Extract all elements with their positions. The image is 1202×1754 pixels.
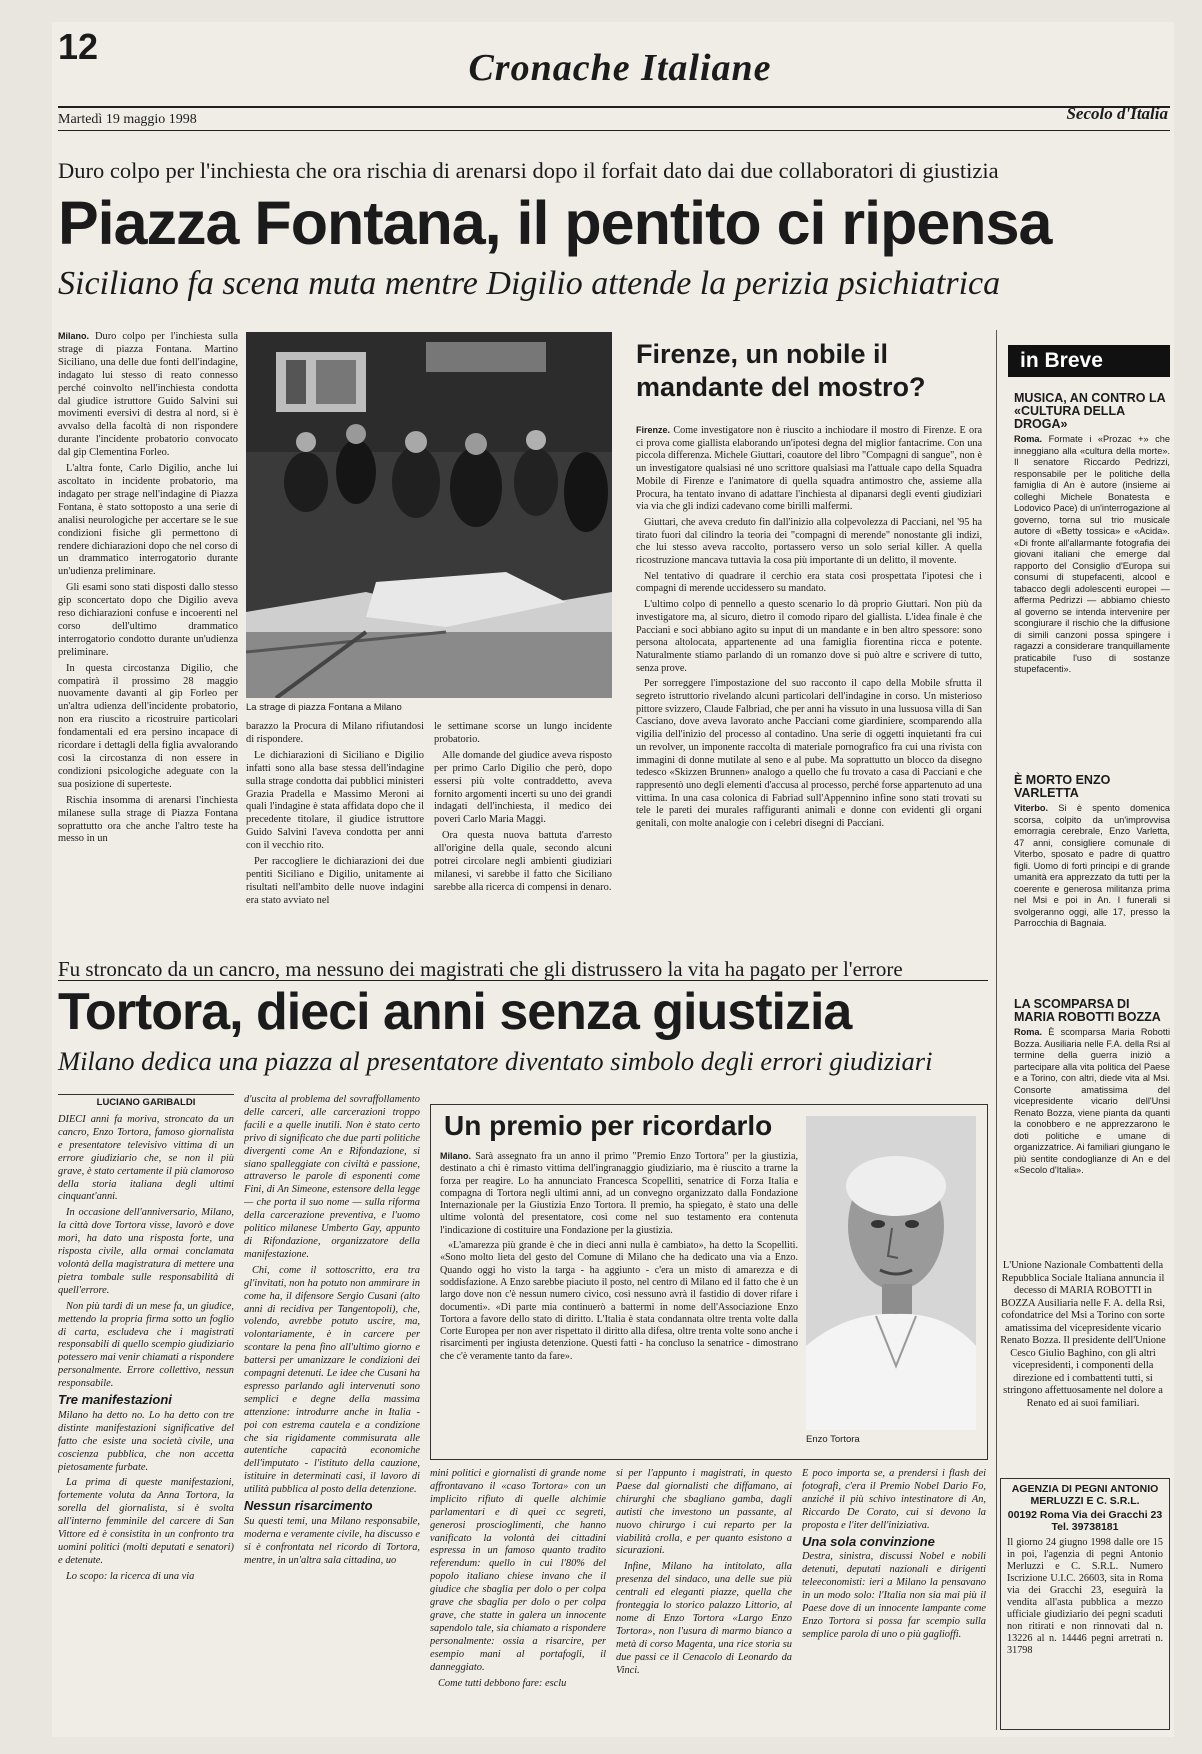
article1-subheadline: Siciliano fa scena muta mentre Digilio attende la perizia psichiatrica	[58, 265, 1001, 302]
article1-col1-p3: In questa circostanza Digilio, che compatirà il prossimo 28 maggio nuovamente davanti al gip Forleo per un'altra udienza dell'incidente probatorio, non era riuscito a ricostruire particolari fondamentali ed era persino incapace di ricordare i dettagli della figlia avvalorando così la circostanza di non essere in condizioni psicologiche adeguate con la sua posizione di superteste.	[58, 662, 238, 790]
article3-col1b-p1: La prima di queste manifestazioni, fortemente voluta da Anna Tortora, la sorella del giornalista, si è svolta all'interno femminile del carcere di San Vittore ed è consistita in un confronto tra uomini politici (molti deputati e senatori) e detenute.	[58, 1477, 234, 1566]
enzo-tortora-photo	[806, 1116, 976, 1430]
article3-col2b-p0: Su questi temi, una Milano responsabile, moderna e veramente civile, ha discusso e si è confrontata nel ricordo di Tortora, mentre, in un'altra sala cittadina, uo	[244, 1516, 420, 1566]
article3-col5b-p0: Destra, sinistra, discussi Nobel e nobili detenuti, deputati nazionali e dirigenti teleeconomisti: ieri a Milano la pensavano in un modo solo: l'Italia non sia mai più il Paese dove di un innocente lampante come Enzo Tortora si possa far scempio sulla semplice parola di uno o più gaglioffi.	[802, 1551, 986, 1640]
article4-p0: Sarà assegnato fra un anno il primo "Premio Enzo Tortora" per la giustizia, destinato a chi è rimasto vittima dell'ingranaggio giudiziario, ma è riuscito a trarne la forza per reagire. Lo ha annunciato Francesca Scopelliti, senatrice di Forza Italia e compagna di Tortora negli ultimi anni, ad un convegno organizzato dalla Fondazione Internazionale per la Giustizia Enzo Tortora. Il premio, ha spiegato, è stato una delle ultime volontà del presentatore, così come nel suo testamento era contenuta l'indicazione di costituire una Fondazione per la giustizia.	[440, 1151, 798, 1236]
breve-item-2-dateline: Viterbo.	[1014, 803, 1049, 813]
article1-col2-p1: Le dichiarazioni di Siciliano e Digilio infatti sono alla base stessa dell'indagine sulla strage condotta dai pubblici ministeri Grazia Pradella e Massimo Meroni ai quali l'indagine è stata affidata dopo che il precedente titolare, il giudice istruttore Guido Salvini l'aveva condotta per anni con il vecchio rito.	[246, 749, 424, 852]
article3-col1b-p0: Milano ha detto no. Lo ha detto con tre distinte manifestazioni significative del fatto che esiste una società civile, una coscienza pubblica, che non accetta pietosamente furbate.	[58, 1409, 234, 1473]
article3-col5	[802, 1468, 986, 1736]
article2-p2: Nel tentativo di quadrare il cerchio era stata così prospettata l'ipotesi che i compagni di merende uccidessero su mandato.	[636, 570, 982, 595]
header-rule-bottom	[58, 130, 1170, 131]
pawn-advert-address: 00192 Roma Via dei Gracchi 23	[1007, 1509, 1163, 1521]
breve-item-3-text: È scomparsa Maria Robotti Bozza. Ausiliaria nelle F.A. della Rsi al termine della guerra iniziò a partecipare alla vita politica del Paese e a Torino, con altri, diede vita al Msi. Consorte amatissima del vicepresidente vicario dell'Unsi Renato Bozza, viene pianta da quanti la conobbero e ne apprezzarono le doti politiche e umane di organizzatrice. Ai familiari giungano le più sentite condoglianze di An e del «Secolo d'Italia».	[1014, 1027, 1170, 1175]
article3-col3-p1: Come tutti debbono fare: esclu	[438, 1677, 567, 1689]
article1-col3-p1: Alle domande del giudice aveva risposto per primo Carlo Digilio che però, dopo essersi più volte contraddetto, aveva fornito argomenti incerti su uno dei grandi indagati dell'inchiesta, il medico dei poveri Carlo Maria Maggi.	[434, 749, 612, 826]
piazza-fontana-photo-caption: La strage di piazza Fontana a Milano	[246, 702, 402, 713]
newspaper-name: Secolo d'Italia	[1066, 104, 1168, 123]
breve-item-2-title: È MORTO ENZO VARLETTA	[1014, 773, 1111, 800]
article2-headline: Firenze, un nobile il mandante del mostro?	[636, 339, 926, 402]
article1-headline: Piazza Fontana, il pentito ci ripensa	[58, 189, 1052, 257]
article3-col1	[58, 1114, 234, 1736]
enzo-tortora-photo-image	[806, 1116, 976, 1430]
section-title: Cronache Italiane	[468, 47, 772, 89]
article1-col2-p0: barazzo la Procura di Milano rifiutandosi di rispondere.	[246, 721, 424, 745]
article3-kicker: Fu stroncato da un cancro, ma nessuno dei magistrati che gli distrussero la vita ha pagato per l'errore	[58, 957, 903, 981]
breve-item-1	[1014, 388, 1170, 754]
article2-p1: Giuttari, che aveva creduto fin dall'inizio alla colpevolezza di Pacciani, nel '95 ha tirato fuori dal cilindro la teoria dei "compagni di merende" nonostante gli indizi, che lui stesso aveva raccolto, portassero verso un solo serial killer. A quella ricostruzione mancava tuttavia la cosa più importante di un delitto, il movente.	[636, 516, 982, 567]
article3-col4-p0: si per l'appunto i magistrati, in questo Paese dal giornalisti che diffamano, ai chirurghi che sbagliano gamba, dagli autisti che investono un passante, al nuovo chirurgo i cui reparto per la viabilità crolla, e per quanto esistono a sicurazioni.	[616, 1468, 792, 1557]
page-number: 12	[58, 26, 99, 67]
breve-item-3	[1014, 994, 1170, 1244]
article3-subhead-1: Tre manifestazioni	[58, 1392, 172, 1408]
article3-col1-p1: In occasione dell'anniversario, Milano, la città dove Tortora visse, lavorò e dove morì, ha dato una risposta forte, una risposta civile, alla ormai conclamata volontà della magistratura di mettere una pietra tombale sulle responsabilità di quell'errore.	[58, 1207, 234, 1296]
breve-item-1-text: Formate i «Prozac +» che inneggiano alla «cultura della morte». Il senatore Riccardo Pedrizzi, responsabile per le politiche della famiglia di An è autore (insieme ai colleghi Michele Bonatesta e Lodovico Pace) di un'interrogazione al governo, torna sul trio musicale autore di «Betty tossica» e «Acida». «Di fronte all'allarmante fotografia dei giovani italiani che emerge dal rapporto del Consiglio d'Europa sui consumi di stupefacenti, alcool e tabacco degli adolescenti europei — afferma Pedrizzi — abbiamo chiesto al governo se intenda intervenire per scongiurare il rischio che la diffusione di simili canzoni possa spingere i ragazzi a considerare tranquillamente praticabile l'uso di sostanze stupefacenti».	[1014, 434, 1170, 674]
breve-item-3-dateline: Roma.	[1014, 1027, 1043, 1037]
breve-item-2-text: Si è spento domenica scorsa, colpito da un'improvvisa emorragia cerebrale, Enzo Varletta, 47 anni, consigliere comunale di Viterbo, sposato e padre di quattro figli. Uomo di forti principi e di grande umanità era apprezzato da tutti per la coerente e generosa militanza prima nel Msi e poi in An. I funerali si svolgeranno oggi, alle 17, presso la Parrocchia di Bagnaia.	[1014, 803, 1170, 928]
article2-p3: L'ultimo colpo di pennello a questo scenario lo dà proprio Giuttari. Non più da investigatore ma, al sicuro, dietro il comodo riparo del giallista. L'idea finale è che Pacciani e soci abbiano agito su input di un mandante e in ben altro spessore: sono persona altolocata, appartenente ad una famiglia fiorentina ricca e potente. Naturalmente stiamo parlando di un romanzo dove si può altre e scrivere di tutto, senza prove.	[636, 599, 982, 674]
breve-item-2	[1014, 770, 1170, 990]
article3-headline: Tortora, dieci anni senza giustizia	[58, 983, 852, 1041]
breve-header	[1008, 345, 1170, 377]
article3-col2	[244, 1094, 420, 1736]
article2-body	[636, 424, 982, 964]
piazza-fontana-photo	[246, 332, 612, 698]
article1-col2	[246, 721, 424, 968]
article1-col1-p4: Rischia insomma di arenarsi l'inchiesta milanese sulla strage di Piazza Fontana soprattutto ora che anche l'altro teste ha messo in un	[58, 794, 238, 845]
article3-subhead-2: Nessun risarcimento	[244, 1498, 373, 1514]
article1-col1-p0: Duro colpo per l'inchiesta sulla strage di piazza Fontana. Martino Siciliano, una delle due fonti dell'indagine, indagato lui stesso di reato connesso perché coinvolto nell'inchiesta condotta dal giudice istruttore Guido Salvini sui movimenti eversivi di destra al nord, si è avvalso della facoltà di non rispondere durante l'incidente probatorio convocato dal gip Clementina Forleo.	[58, 331, 238, 459]
sidebar-divider	[996, 330, 997, 1730]
article1-col1-p1: L'altra fonte, Carlo Digilio, anche lui ascoltato in incidente probatorio, ma indagato per strage nell'indagine di Piazza Fontana, è stato sottoposto a una serie di analisi neurologiche per accertare se le sue condizioni fisiche gli permettono di rendere dichiarazioni dopo che nel corso di un drammatico interrogatorio durante un'udienza preliminare.	[58, 463, 238, 578]
article3-subheadline: Milano dedica una piazza al presentatore diventato simbolo degli errori giudiziari	[58, 1046, 933, 1076]
article3-col2-p1: Chi, come il sottoscritto, era tra gl'invitati, non ha potuto non ammirare in come ha, il difensore Sergio Cusani (alto anni di recidiva per Tangentopoli), che, volendo, avrebbe potuto uscire, ma, volontariamente, è in carcere per scontare la pena fino all'ultimo giorno e battersi per umanizzare le condizioni dei compagni detenuti. Le idee che Cusani ha espresso parlando agli intervenuti sono semplici e degne della massima attenzione: introdurre anche in Italia - poi con estrema cautela e a condizione che sia rigidamente commisurata alle autentiche capacità economiche dell'imputato - l'istituto della cauzione, istituire in determinati casi, il lavoro di utilità pubblica al posto della detenzione.	[244, 1264, 420, 1496]
pawn-advert-tel: Tel. 39738181	[1051, 1521, 1119, 1533]
issue-date: Martedì 19 maggio 1998	[58, 112, 197, 127]
article3-col1-p0: DIECI anni fa moriva, stroncato da un cancro, Enzo Tortora, famoso giornalista e presentatore televisivo vittima di un errore giudiziario che, se non il più grave, è stato certamente il più clamoroso della storia italiana degli ultimi cinquant'anni.	[58, 1114, 234, 1203]
enzo-tortora-photo-caption: Enzo Tortora	[806, 1434, 860, 1445]
article2-p4: Per sorreggere l'impostazione del suo racconto il capo della Mobile sfrutta il segreto istruttorio rivelando alcuni particolari dell'indagine in corso. Un misterioso pittore svizzero, Claude Falbriad, che per anni ha vissuto in una lussuosa villa di San Casciano, dove aveva lavorato anche Pacciani come giardiniere, scomparendo alla vigilia dell'inizio del processo al contadino. Una serie di oggetti inquietanti fra cui un revolver, un imponente raccolta di materiale pornografico fra cui una rivista con immagini di donne mutilate al seno e al pube. Ma soprattutto un blocco da disegno tedesco «Skizzen Brunnen» analogo a quello che fu trovato a casa di Pacciani e che rappresentò uno degli elementi d'accusa al processo, perché forse appartenuto ad una vittima. In una casa colonica di Fabriad sull'Appennino infine sono stati trovati su tele le pareti dei murales raffiguranti animali e donne con evidenti gli organi genitali, con molte analogie con i celebri disegni di Pacciani.	[636, 678, 982, 830]
article1-col1	[58, 330, 238, 968]
article3-col3	[430, 1468, 606, 1736]
article3-byline: LUCIANO GARIBALDI	[58, 1094, 234, 1108]
article1-col3	[434, 721, 612, 968]
article4-dateline: Milano.	[440, 1151, 471, 1161]
article4-headline: Un premio per ricordarlo	[444, 1110, 773, 1141]
article1-col3-p2: Ora questa nuova battuta d'arresto all'origine della quale, secondo alcuni potrei circolare negli ambienti giudiziari milanesi, vi sarebbe il fatto che Siciliano sarebbe alla ricerca di compensi in denaro.	[434, 830, 612, 893]
piazza-fontana-photo-image	[246, 332, 612, 698]
article1-kicker: Duro colpo per l'inchiesta che ora rischia di arenarsi dopo il forfait dato dai due collaboratori di giustizia	[58, 158, 999, 183]
header-rule	[58, 106, 1170, 108]
breve-item-1-title: MUSICA, AN CONTRO LA «CULTURA DELLA DROGA»	[1014, 391, 1166, 431]
breve-item-3-title: LA SCOMPARSA DI MARIA ROBOTTI BOZZA	[1014, 997, 1161, 1024]
article1-col2-p2: Per raccogliere le dichiarazioni dei due pentiti Siciliano e Digilio, unitamente ai risultati nell'ambito delle nuove indagini era stato avviato nel	[246, 856, 424, 906]
article4-p1: «L'amarezza più grande è che in dieci anni nulla è cambiato», ha detto la Scopelliti. «Sono molto lieta del gesto del Comune di Milano che ha dedicato una via a Enzo. Quando oggi ho visto la targa - ha aggiunto - c'era un misto di amarezza e di soddisfazione. A Enzo sarebbe piaciuto il posto, nel centro di Milano ed il fatto che è un largo dove non c'è nessun numero civico, così nessuno avrà il fastidio di dover rifare i documenti». «Di parte mia continuerò a battermi in nome dell'Associazione Enzo Tortora a favore dello stato di diritto. L'Italia è stata condannata oltre trenta volte dalla Corte Europea per non aver rispettato il diritto alla difesa, oltre trenta volte sono anche i risarcimenti per ingiusta detenzione. Questi fatti - ha concluso la senatrice - dimostrano che c'è veramente tanto da fare».	[440, 1240, 798, 1362]
breve-header-label: in Breve	[1020, 349, 1103, 372]
article2-p0: Come investigatore non è riuscito a inchiodare il mostro di Firenze. E ora ci prova come giallista elaborando un'ipotesi degna del miglior fantacrime. Con una piccola differenza. Michele Giuttari, coautore del libro "Compagni di sangue", non è un investigatore qualsiasi né uno scrittore qualsiasi ma l'attuale capo della Squadra Mobile di Firenze e l'animatore di quella squadra antimostro che, assieme alla Procura, ha tentato invano di adattare l'inchiesta al dipanarsi degli eventi giudiziari via via che gli indizi cadevano come birilli malfermi.	[636, 425, 982, 513]
article2-dateline: Firenze.	[636, 425, 671, 435]
pawn-advert-title: AGENZIA DI PEGNI ANTONIO MERLUZZI E C. S.R.L.	[1011, 1483, 1159, 1507]
article3-col4-p1: Infine, Milano ha intitolato, alla presenza del sindaco, una delle sue più centrali ed eleganti piazze, quella che fronteggia lo storico palazzo Littorio, al nome di Enzo Tortora «Largo Enzo Tortora», non l'usura di marmo bianco a metà di corso Magenta, una rice storia su due passi ce il Cenacolo di Leonardo da Vinci.	[616, 1561, 792, 1676]
article3-col5-p0: E poco importa se, a prendersi i flash dei fotografi, c'era il Premio Nobel Dario Fo, anziché il più schivo intestinatore di An, Riccardo De Corato, cui si devono la proposta e l'iter dell'iniziativa.	[802, 1468, 986, 1531]
article3-subhead-3: Una sola convinzione	[802, 1533, 935, 1549]
article3-col1-p2: Non più tardi di un mese fa, un giudice, mettendo la propria firma sotto un foglio di carta, escludeva che i magistrati responsabili di quello scempio giudiziario potessero mai venir chiamati a rispondere personalmente. Errore collettivo, nessun responsabile.	[58, 1300, 234, 1390]
article1-col1-p2: Gli esami sono stati disposti dallo stesso gip sconcertato dopo che Digilio aveva reso dichiarazioni confuse e incoerenti nel corso dell'ultimo drammatico interrogatorio condotto durante un'udienza preliminare.	[58, 582, 238, 658]
obituary-notice: L'Unione Nazionale Combattenti della Repubblica Sociale Italiana annuncia il decesso di MARIA ROBOTTI in BOZZA Ausiliaria nelle F. A. della Rsi, cofondatrice del Msi a Torino con sorte amatissima del vicepresidente vicario Renato Bozza. Il presidente dell'Unione Cesco Giulio Baghino, con gli altri vicepresidenti, i componenti della direzione ed i combattenti tutti, si stringono affettuosamente nel dolore a Renato ed ai suoi familiari.	[1000, 1260, 1166, 1409]
breve-item-1-dateline: Roma.	[1014, 434, 1043, 444]
article4-body	[440, 1150, 798, 1446]
article1-col3-p0: le settimane scorse un lungo incidente probatorio.	[434, 721, 612, 745]
pawn-advert-body: Il giorno 24 giugno 1998 dalle ore 15 in poi, l'agenzia di pegni Antonio Merluzzi e C. S.R.L. Numero Iscrizione U.I.C. 26603, sita in Roma via dei Gracchi 23, eseguirà la vendita all'asta pubblica a mezzo ufficiale giudiziario dei pegni scaduti non ritirati e non rinnovati dal n. 13226 al n. 14446 pegni arretrati n. 31798	[1007, 1537, 1163, 1656]
article1-dateline: Milano.	[58, 331, 89, 341]
article3-col2-p0: d'uscita al problema del sovraffollamento delle carceri, alle carcerazioni troppo facili e a quelle inutili. Non è stato certo privo di significato che due parti politiche divergenti come An e Rifondazione, si siano spalleggiate con civiltà e passione, attraverso le parole di esponenti come Fini, di An Simeone, estensore della legge — che porta il suo nome — sulla riforma della carcerazione preventiva, e l'uomo politico milanese Umberto Gay, appunto di Rifondazione, organizzatore della manifestazione.	[244, 1094, 420, 1260]
pawn-advert	[1000, 1478, 1170, 1730]
article3-col3-p0: mini politici e giornalisti di grande nome affrontavano il «caso Tortora» con un implicito rifiuto di quelle alchimie parlamentari e di quei cc segreti, generosi proscioglimenti, che hanno vanificato la volontà dei cittadini espressa in un famoso quanto tradito referendum: quello in cui l'80% del popolo italiano chiese invano che il giudice che sbaglia per dolo o per colpa grave che sbaglia per dolo o per colpa grave, che statte in galera un innocente sapendolo tale, sia chiamato a rispondere personalmente: ossia a risarcire, per esempio mani al portafogli, il danneggiato.	[430, 1468, 606, 1673]
article3-col4	[616, 1468, 792, 1736]
article3-col1b-p2: Lo scopo: la ricerca di una via	[66, 1570, 195, 1582]
